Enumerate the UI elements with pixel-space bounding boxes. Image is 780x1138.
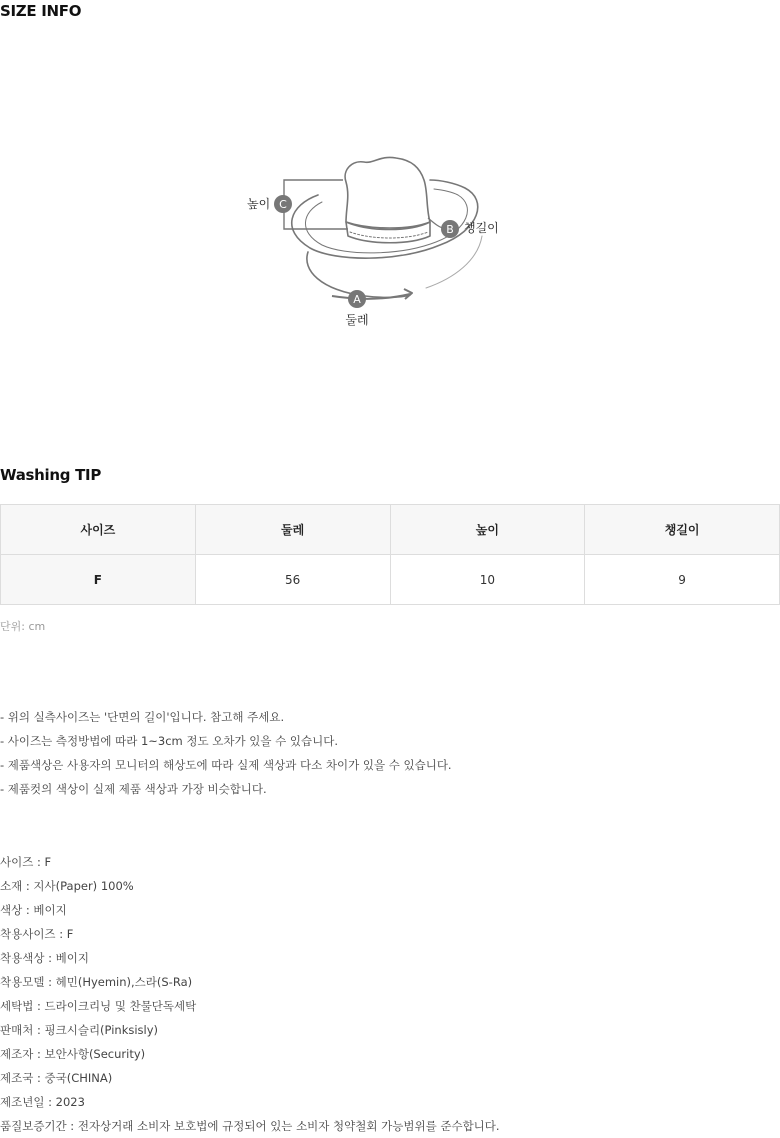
table-header-cell: 높이: [390, 505, 585, 555]
product-specs: [0, 850, 500, 1138]
height-letter: C: [279, 198, 287, 211]
spec-line: 품질보증기간 : 전자상거래 소비자 보호법에 규정되어 있는 소비자 청약철회 가능범위를 준수합니다.: [0, 1119, 500, 1133]
brim-letter: B: [446, 223, 454, 236]
spec-line: 제조자 : 보안사항(Security): [0, 1047, 146, 1061]
hat-measurement-diagram: [240, 150, 510, 340]
table-cell: 56: [195, 555, 390, 605]
spec-line: 착용색상 : 베이지: [0, 951, 89, 965]
note-line: - 사이즈는 측정방법에 따라 1~3cm 정도 오차가 있을 수 있습니다.: [0, 734, 339, 748]
spec-line: 세탁법 : 드라이크리닝 및 찬물단독세탁: [0, 999, 197, 1013]
table-cell: 9: [585, 555, 780, 605]
note-line: - 제품컷의 색상이 실제 제품 색상과 가장 비슷합니다.: [0, 782, 267, 796]
spec-line: 착용사이즈 : F: [0, 927, 74, 941]
height-bracket: [284, 180, 348, 229]
washing-tip-title: Washing TIP: [0, 466, 102, 484]
spec-line: 제조년일 : 2023: [0, 1095, 85, 1109]
table-header-cell: 챙길이: [585, 505, 780, 555]
spec-line: 착용모델 : 헤민(Hyemin),스라(S-Ra): [0, 975, 193, 989]
circumference-label: 둘레: [345, 313, 369, 327]
table-row: [1, 555, 780, 605]
table-cell: F: [1, 555, 196, 605]
table-header-cell: 둘레: [195, 505, 390, 555]
hat-crown: [345, 157, 430, 228]
spec-line: 제조국 : 중국(CHINA): [0, 1071, 113, 1085]
spec-line: 색상 : 베이지: [0, 903, 67, 917]
unit-note: 단위: cm: [0, 620, 46, 633]
size-info-title: SIZE INFO: [0, 2, 82, 20]
spec-line: 소재 : 지사(Paper) 100%: [0, 879, 134, 893]
note-line: - 제품색상은 사용자의 모니터의 해상도에 따라 실제 색상과 다소 차이가 있을 수 있습니다.: [0, 758, 452, 772]
spec-line: 판매처 : 핑크시슬리(Pinksisly): [0, 1023, 159, 1037]
table-header-row: [1, 505, 780, 555]
table-cell: 10: [390, 555, 585, 605]
size-table: [0, 504, 780, 605]
height-label: 높이: [247, 197, 271, 211]
note-line: - 위의 실측사이즈는 '단면의 길이'입니다. 참고해 주세요.: [0, 710, 285, 724]
spec-line: 사이즈 : F: [0, 855, 52, 869]
brim-label: 챙길이: [464, 221, 499, 235]
circumference-letter: A: [353, 293, 361, 306]
measurement-notes: [0, 705, 452, 801]
table-header-cell: 사이즈: [1, 505, 196, 555]
